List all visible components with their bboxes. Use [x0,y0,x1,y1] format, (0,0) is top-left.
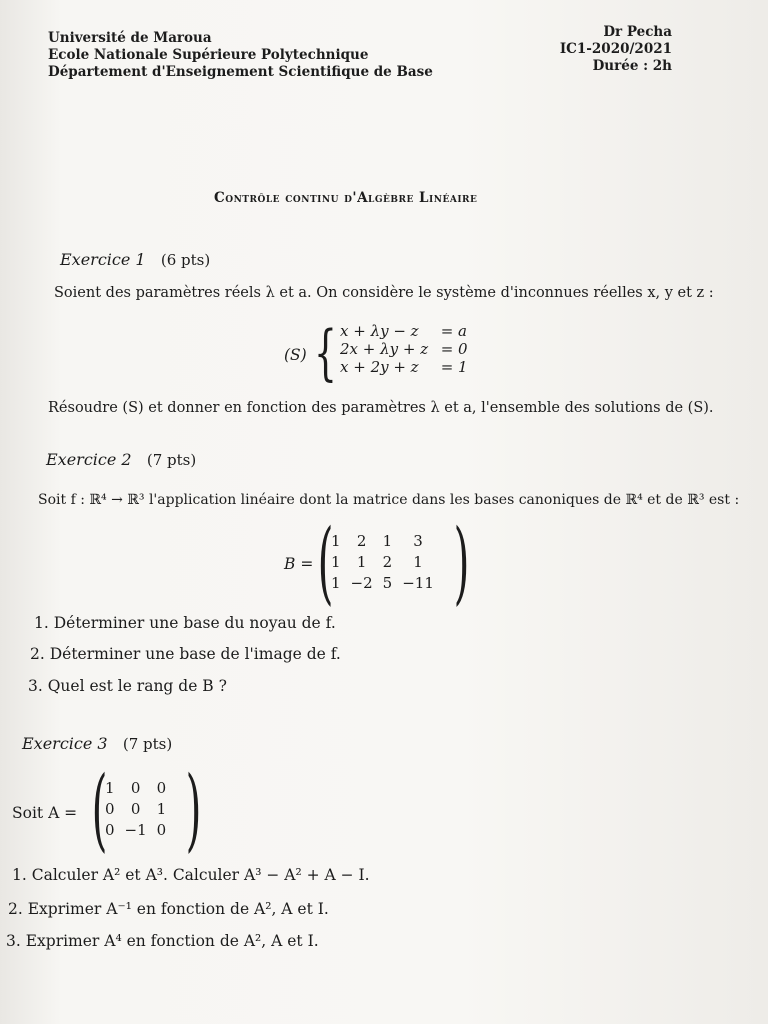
matrix-b-label: B = [284,555,314,573]
matrix-b-right-paren: ) [453,510,470,615]
exercise-1-title [60,250,210,269]
exercise-2-title [46,450,196,469]
exercise-2-item-2: 2. Déterminer une base de l'image de f. [30,645,341,663]
system-row: x + 2y + z = 1 [340,358,468,376]
exercise-2-label: Exercice 2 [46,450,132,469]
matrix-row: 0 −1 0 [105,820,167,839]
linear-system [340,322,480,376]
matrix-b [326,530,439,593]
exercise-2-points: (7 pts) [146,451,197,469]
exercise-2-item-1: 1. Déterminer une base du noyau de f. [34,614,336,632]
system-label: (S) [284,346,307,364]
matrix-a [100,777,171,840]
exam-title: Contrôle continu d'Algèbre Linéaire [214,190,478,206]
department-name: Département d'Enseignement Scientifique de Base [48,64,433,80]
matrix-row: 0 0 1 [105,799,167,818]
exercise-1-intro: Soient des paramètres réels λ et a. On considère le système d'inconnues réelles x, y et z : [54,285,714,301]
class-year: IC1-2020/2021 [559,41,672,57]
duration: Durée : 2h [592,58,672,74]
exam-info-header [560,24,672,75]
exercise-3-item-3: 3. Exprimer A⁴ en fonction de A², A et I. [6,932,319,950]
matrix-row: 1 2 1 3 [331,531,423,550]
exercise-1-task: Résoudre (S) et donner en fonction des paramètres λ et a, l'ensemble des solutions de (S). [48,400,714,416]
matrix-b-left-paren: ( [317,510,334,615]
system-row: 2x + λy + z = 0 [340,340,468,358]
exercise-3-title [22,734,172,753]
school-name: Ecole Nationale Supérieure Polytechnique [48,47,369,63]
exercise-2-intro: Soit f : ℝ⁴ → ℝ³ l'application linéaire dont la matrice dans les bases canoniques de ℝ⁴ et de ℝ³ est : [38,492,740,508]
matrix-a-left-paren: ( [91,757,108,862]
exercise-2-item-3: 3. Quel est le rang de B ? [28,677,227,695]
system-row: x + λy − z = a [340,322,467,340]
university-name: Université de Maroua [48,30,212,46]
matrix-a-label: Soit A = [12,804,78,822]
matrix-row: 1 −2 5 −11 [331,573,434,592]
exercise-3-item-2: 2. Exprimer A⁻¹ en fonction de A², A et I. [8,900,329,918]
matrix-row: 1 0 0 [105,778,167,797]
exercise-3-points: (7 pts) [122,735,173,753]
matrix-row: 1 1 2 1 [331,552,423,571]
exercise-1-points: (6 pts) [160,251,211,269]
exercise-3-label: Exercice 3 [22,734,108,753]
teacher-name: Dr Pecha [603,24,672,40]
institution-header [48,30,433,81]
matrix-a-right-paren: ) [185,757,202,862]
exercise-3-item-1: 1. Calculer A² et A³. Calculer A³ − A² + A − I. [12,866,370,884]
system-brace: { [314,318,337,388]
exercise-1-label: Exercice 1 [60,250,146,269]
